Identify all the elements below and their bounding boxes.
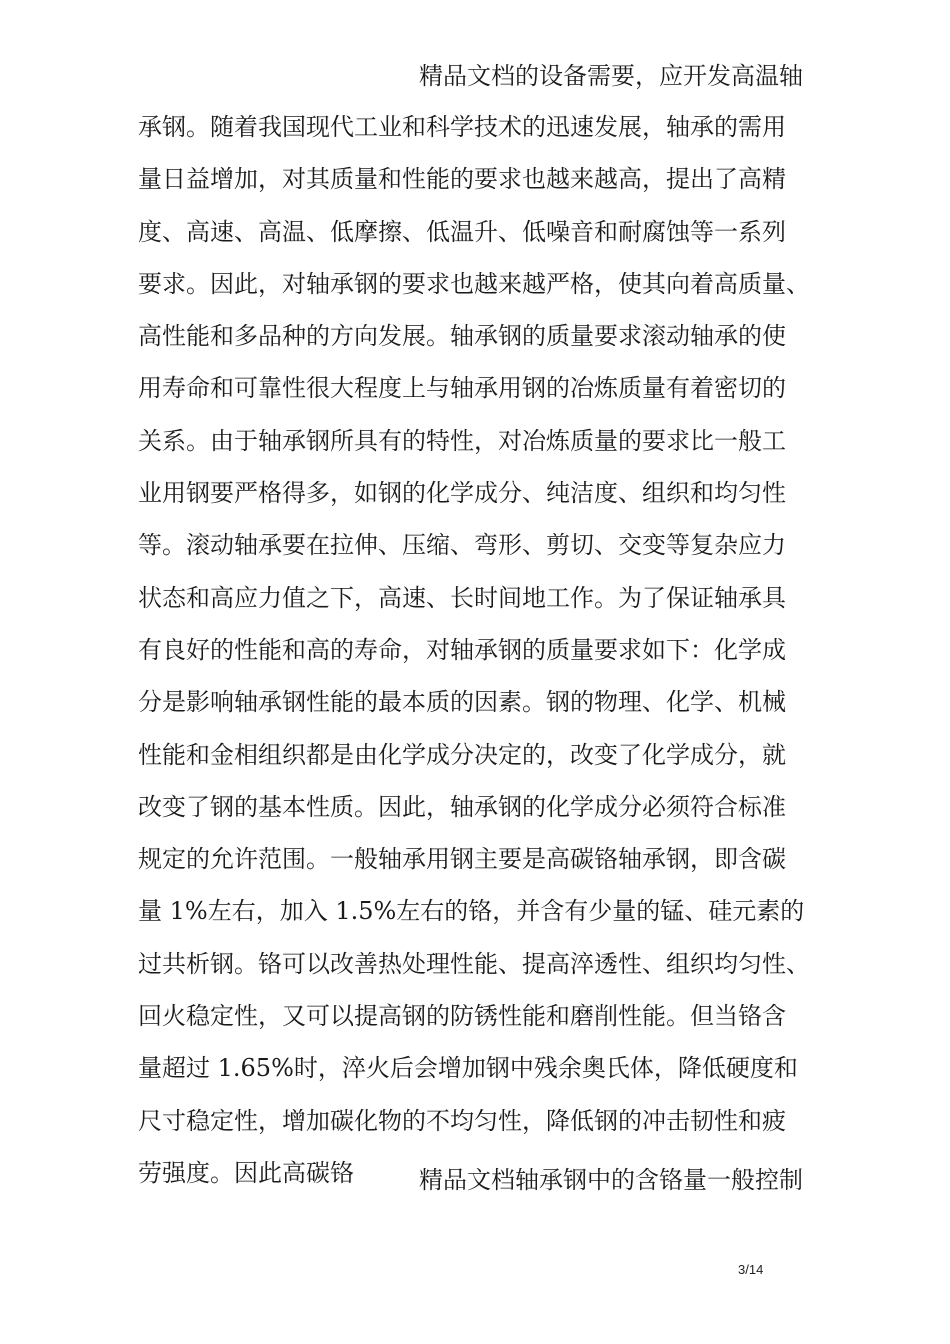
body-line: 等。滚动轴承要在拉伸、压缩、弯形、剪切、交变等复杂应力 bbox=[138, 531, 786, 560]
body-line: 量 1%左右，加入 1.5%左右的铬，并含有少量的锰、硅元素的 bbox=[138, 897, 805, 926]
body-line: 业用钢要严格得多，如钢的化学成分、纯洁度、组织和均匀性 bbox=[138, 479, 786, 508]
body-line: 承钢。随着我国现代工业和科学技术的迅速发展，轴承的需用 bbox=[138, 113, 786, 141]
body-line: 尺寸稳定性，增加碳化物的不均匀性，降低钢的冲击韧性和疲 bbox=[138, 1106, 786, 1135]
body-line: 高性能和多品种的方向发展。轴承钢的质量要求滚动轴承的使 bbox=[138, 322, 786, 351]
body-line: 分是影响轴承钢性能的最本质的因素。钢的物理、化学、机械 bbox=[138, 688, 786, 717]
body-line: 状态和高应力值之下，高速、长时间地工作。为了保证轴承具 bbox=[138, 583, 786, 612]
body-line: 用寿命和可靠性很大程度上与轴承用钢的冶炼质量有着密切的 bbox=[138, 374, 786, 403]
body-line: 量超过 1.65%时，淬火后会增加钢中残余奥氏体，降低硬度和 bbox=[138, 1054, 798, 1083]
page-number: 3/14 bbox=[738, 1262, 764, 1277]
body-line: 量日益增加，对其质量和性能的要求也越来越高，提出了高精 bbox=[138, 165, 786, 194]
body-line: 改变了钢的基本性质。因此，轴承钢的化学成分必须符合标准 bbox=[138, 792, 786, 821]
body-line: 回火稳定性，又可以提高钢的防锈性能和磨削性能。但当铬含 bbox=[138, 1002, 786, 1031]
continuation-text: 精品文档轴承钢中的含铬量一般控制 bbox=[419, 1166, 803, 1194]
body-line: 度、高速、高温、低摩擦、低温升、低噪音和耐腐蚀等一系列 bbox=[138, 217, 786, 246]
body-line: 要求。因此，对轴承钢的要求也越来越严格，使其向着高质量、 bbox=[138, 269, 810, 298]
body-line: 关系。由于轴承钢所具有的特性，对冶炼质量的要求比一般工 bbox=[138, 426, 786, 455]
body-paragraph bbox=[138, 113, 838, 1211]
body-line: 有良好的性能和高的寿命，对轴承钢的质量要求如下：化学成 bbox=[138, 635, 786, 664]
body-line: 规定的允许范围。一般轴承用钢主要是高碳铬轴承钢，即含碳 bbox=[138, 845, 786, 874]
body-line: 性能和金相组织都是由化学成分决定的，改变了化学成分，就 bbox=[138, 740, 786, 769]
body-line: 过共析钢。铬可以改善热处理性能、提高淬透性、组织均匀性、 bbox=[138, 949, 810, 978]
page-header-text: 精品文档的设备需要，应开发高温轴 bbox=[419, 62, 803, 90]
body-line: 劳强度。因此高碳铬 bbox=[138, 1158, 354, 1187]
